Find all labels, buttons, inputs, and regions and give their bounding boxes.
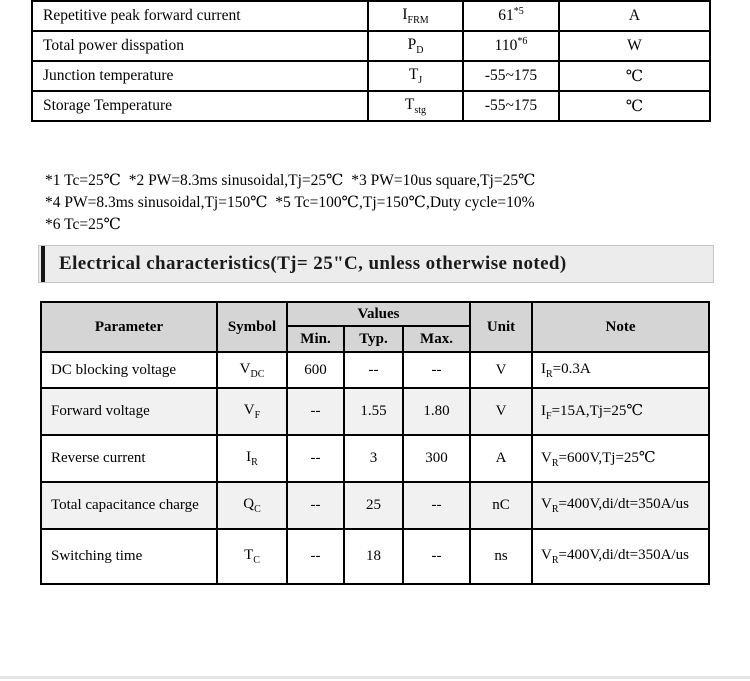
table-row (41, 388, 709, 435)
electrical-characteristics-table (40, 301, 710, 585)
note-subscript: F (546, 411, 552, 422)
footnote-line-1: *1 Tc=25℃ *2 PW=8.3ms sinusoidal,Tj=25℃ *3 PW=10us square,Tj=25℃ (45, 172, 536, 189)
unit-cell: ℃ (559, 91, 710, 121)
parameter-cell: Forward voltage (41, 388, 217, 435)
page-divider (0, 676, 750, 679)
min-cell: -- (287, 529, 344, 584)
max-cell: -- (403, 482, 470, 529)
note-cell: $V_R=400V,di/dt=350A/us$ (532, 529, 709, 584)
header-max: Max. (403, 326, 470, 352)
table-row (41, 529, 709, 584)
symbol-cell: $I_{FRM}$ (368, 1, 463, 31)
max-cell: -- (403, 352, 470, 388)
table-row (32, 31, 710, 61)
typ-cell: -- (344, 352, 403, 388)
maximum-ratings-table (31, 0, 711, 122)
symbol-subscript: F (254, 410, 261, 421)
max-cell: 1.80 (403, 388, 470, 435)
unit-cell: A (559, 1, 710, 31)
symbol-subscript: stg (414, 105, 427, 117)
header-parameter: Parameter (41, 302, 217, 352)
value-cell: 110$^{*6}$ (463, 31, 559, 61)
unit-cell: W (559, 31, 710, 61)
min-cell: -- (287, 482, 344, 529)
max-cell: -- (403, 529, 470, 584)
header-min: Min. (287, 326, 344, 352)
footnote-line-3: *6 Tc=25℃ (45, 216, 121, 233)
header-note: Note (532, 302, 709, 352)
value-superscript: *6 (517, 36, 528, 48)
symbol-cell: $I_R$ (217, 435, 287, 482)
note-cell: $V_R=600V,Tj=25℃$ (532, 435, 709, 482)
unit-cell: V (470, 388, 532, 435)
note-subscript: R (551, 458, 559, 469)
typ-cell: 25 (344, 482, 403, 529)
note-subscript: R (551, 504, 559, 515)
note-cell: $V_R=400V,di/dt=350A/us$ (532, 482, 709, 529)
note-subscript: R (546, 368, 553, 380)
unit-cell: ℃ (559, 61, 710, 91)
max-cell: 300 (403, 435, 470, 482)
section-accent-bar (41, 246, 45, 282)
footnote-line-2: *4 PW=8.3ms sinusoidal,Tj=150℃ *5 Tc=100℃,Tj=150℃,Duty cycle=10% (45, 194, 535, 211)
parameter-cell: Switching time (41, 529, 217, 584)
parameter-cell: Storage Temperature (32, 91, 368, 121)
value-cell: -55~175 (463, 61, 559, 91)
section-header (38, 245, 714, 283)
symbol-cell: $T_C$ (217, 529, 287, 584)
symbol-subscript: DC (250, 368, 265, 380)
table-row (41, 482, 709, 529)
min-cell: -- (287, 435, 344, 482)
note-subscript: R (551, 555, 559, 566)
symbol-cell: $T_J$ (368, 61, 463, 91)
symbol-subscript: C (253, 555, 260, 566)
header-unit: Unit (470, 302, 532, 352)
symbol-cell: $T_{stg}$ (368, 91, 463, 121)
symbol-cell: $V_F$ (217, 388, 287, 435)
table-row (41, 435, 709, 482)
parameter-cell: Junction temperature (32, 61, 368, 91)
typ-cell: 3 (344, 435, 403, 482)
value-cell: 61$^{*5}$ (463, 1, 559, 31)
table-row (32, 91, 710, 121)
parameter-cell: Reverse current (41, 435, 217, 482)
parameter-cell: Repetitive peak forward current (32, 1, 368, 31)
value-cell: -55~175 (463, 91, 559, 121)
symbol-subscript: R (251, 457, 258, 468)
unit-cell: ns (470, 529, 532, 584)
table-row (32, 61, 710, 91)
table-row (41, 352, 709, 388)
symbol-cell: $P_D$ (368, 31, 463, 61)
typ-cell: 1.55 (344, 388, 403, 435)
symbol-subscript: D (416, 45, 424, 57)
min-cell: 600 (287, 352, 344, 388)
header-typ: Typ. (344, 326, 403, 352)
unit-cell: V (470, 352, 532, 388)
value-superscript: *5 (513, 6, 524, 18)
symbol-cell: $Q_C$ (217, 482, 287, 529)
symbol-subscript: FRM (407, 15, 429, 27)
unit-cell: nC (470, 482, 532, 529)
symbol-cell: $V_{DC}$ (217, 352, 287, 388)
unit-cell: A (470, 435, 532, 482)
footnotes (45, 170, 535, 236)
note-cell: $I_F=15A,Tj=25℃$ (532, 388, 709, 435)
section-title: Electrical characteristics(Tj= 25"C, unless otherwise noted) (59, 253, 567, 274)
min-cell: -- (287, 388, 344, 435)
header-symbol: Symbol (217, 302, 287, 352)
typ-cell: 18 (344, 529, 403, 584)
parameter-cell: Total capacitance charge (41, 482, 217, 529)
table-row (32, 1, 710, 31)
symbol-subscript: C (254, 504, 261, 515)
symbol-subscript: J (418, 75, 423, 87)
parameter-cell: DC blocking voltage (41, 352, 217, 388)
parameter-cell: Total power disspation (32, 31, 368, 61)
header-values: Values (287, 302, 470, 326)
note-cell: $I_R=0.3A$ (532, 352, 709, 388)
header-row (41, 302, 709, 326)
